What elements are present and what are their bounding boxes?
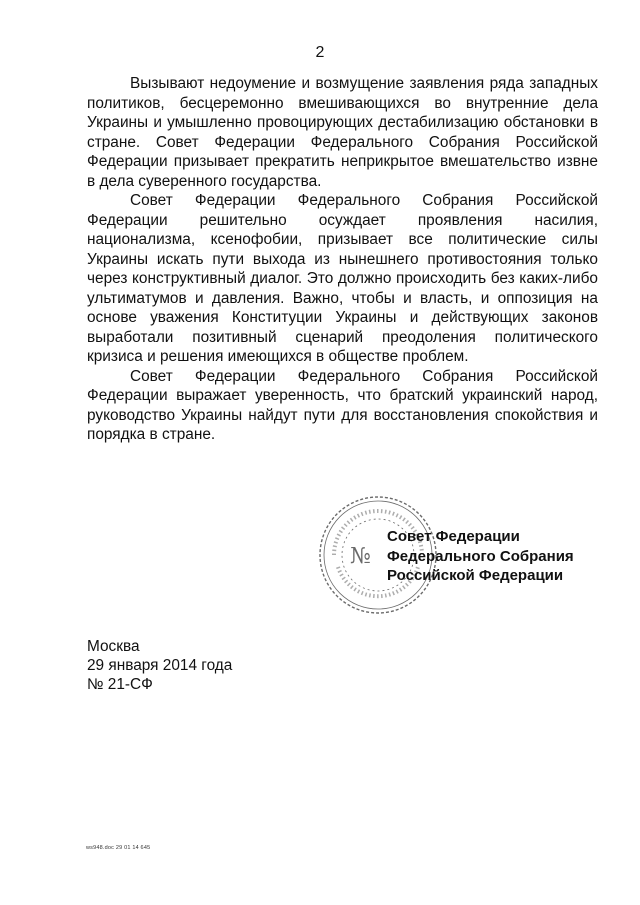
date: 29 января 2014 года	[87, 657, 233, 674]
signature-block	[387, 527, 574, 586]
seal-number-mark: №	[350, 544, 371, 569]
footer-file-code: ws948.doc 29 01 14 645	[86, 845, 151, 851]
paragraph-3: Совет Федерации Федерального Собрания Российской Федерации выражает уверенность, что братский украинский народ, руководство Украины найдут пути для восстановления спокойствия и порядка в стране.	[87, 367, 598, 443]
signature-line-3: Российской Федерации	[387, 567, 564, 584]
place: Москва	[87, 638, 140, 655]
document-body	[87, 74, 598, 445]
page-number: 2	[315, 44, 325, 61]
signature-line-2: Федерального Собрания	[387, 547, 574, 565]
signature-line-1: Совет Федерации	[387, 528, 520, 545]
document-number: № 21-СФ	[87, 676, 153, 693]
paragraph-1: Вызывают недоумение и возмущение заявления ряда западных политиков, бесцеремонно вмешивающихся во внутренние дела Украины и умышленно провоцирующих дестабилизацию обстановки в стране. Совет Федерации Федерального Собрания Российской Федерации призывает прекратить неприкрытое вмешательство извне в дела суверенного государства.	[87, 75, 598, 190]
paragraph-2: Совет Федерации Федерального Собрания Российской Федерации решительно осуждает проявления насилия, национализма, ксенофобии, призывает все политические силы Украины искать пути выхода из нынешнего противостояния только через конструктивный диалог. Это должно происходить без каких-либо ультиматумов и давления. Важно, чтобы и власть, и оппозиция на основе уважения Конституции Украины и действующих законов выработали позитивный сценарий преодоления политического кризиса и решения имеющихся в обществе проблем.	[87, 192, 598, 365]
place-date-block	[87, 637, 232, 694]
